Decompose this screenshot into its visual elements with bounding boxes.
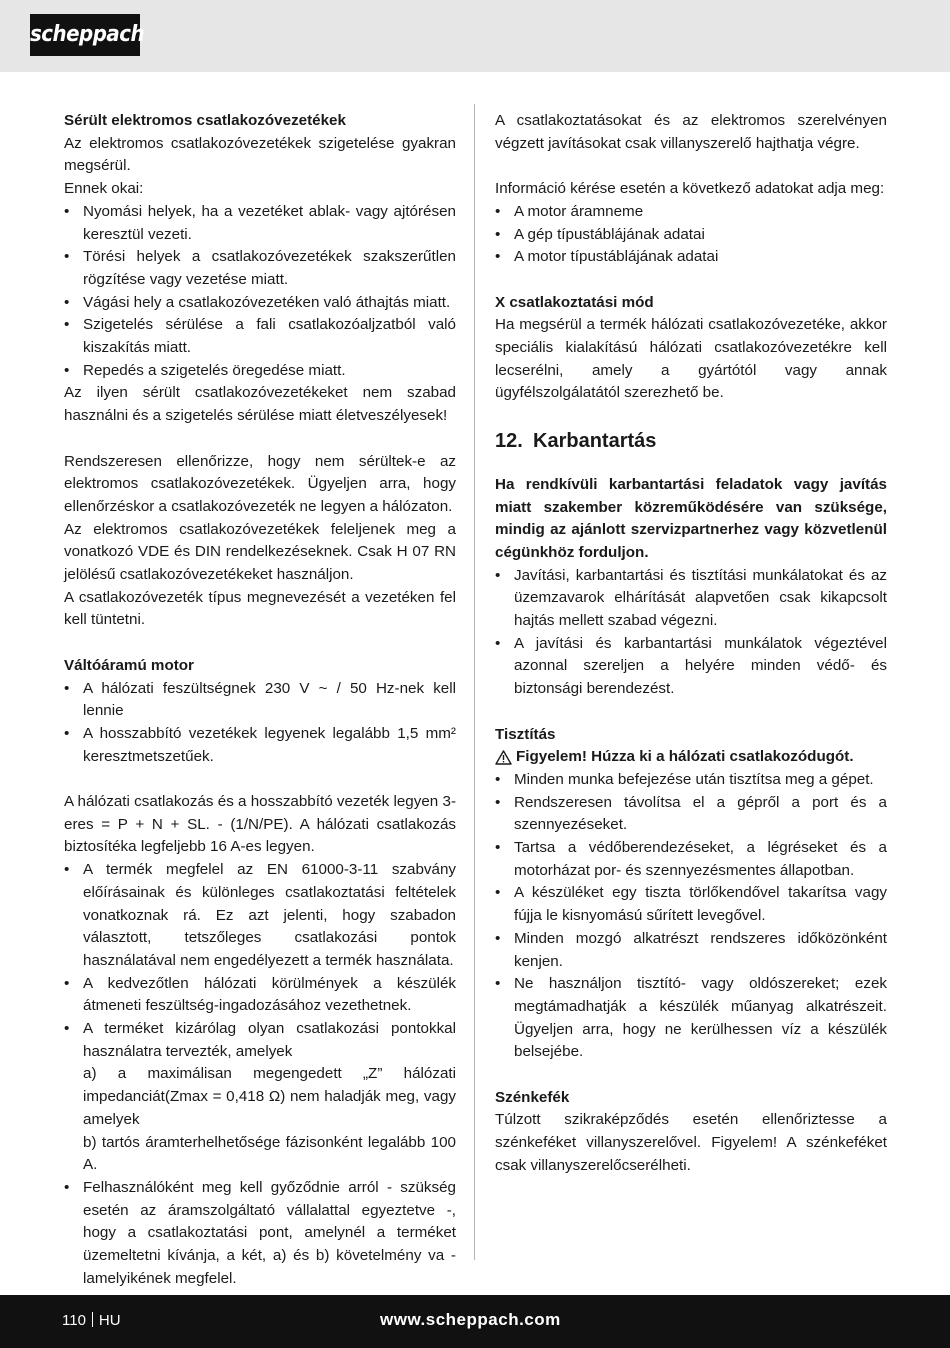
paragraph: Információ kérése esetén a következő adatokat adja meg: (495, 180, 885, 198)
list-item: • Repedés a szigetelés öregedése miatt. (64, 360, 456, 383)
bullet-icon: • (64, 316, 70, 334)
bullet-icon: • (64, 1020, 70, 1038)
bullet-icon: • (64, 361, 70, 379)
list-item: • Ne használjon tisztító- vagy oldószereket; ezek megtámadhatják a készülék műanyag alkatrészeit. Ügyeljen arra, hogy ne kerülhessen víz a készülék belsejébe. (495, 975, 887, 1061)
page-footer (0, 1295, 950, 1348)
warning-text: Figyelem! Húzza ki a hálózati csatlakozódugót. (516, 748, 854, 766)
page-number: 110 HU (62, 1312, 121, 1329)
bullet-icon: • (495, 634, 501, 652)
list-item: • Nyomási helyek, ha a vezetéket ablak- vagy ajtórésen keresztül vezeti. (64, 202, 456, 243)
column-divider (474, 104, 475, 1260)
list-item: • A kedvezőtlen hálózati körülmények a készülék átmeneti feszültség-ingadozásához vezethetnek. (64, 974, 456, 1015)
bullet-icon: • (64, 1179, 70, 1196)
section-title-carbon-brushes: Szénkefék (495, 1088, 570, 1106)
bullet-icon: • (64, 679, 70, 697)
paragraph: A csatlakozóvezeték típus megnevezését a vezetéken fel kell tüntetni. (64, 588, 456, 629)
list-item: • Tartsa a védőberendezéseket, a légréseket és a motorházat por- és szennyezésmentes állapotban. (495, 839, 887, 879)
bullet-icon: • (64, 248, 70, 266)
bullet-list-info (495, 201, 887, 269)
bullet-icon: • (495, 566, 501, 584)
bullet-list-ac-motor (64, 678, 456, 769)
list-item: • Minden munka befejezése után tisztítsa meg a gépet. (495, 769, 887, 792)
bullet-list-connection (64, 859, 456, 1290)
bullet-list-maintenance (495, 565, 887, 701)
bullet-icon: • (495, 248, 501, 266)
bullet-icon: • (495, 225, 501, 243)
bullet-list-causes (64, 201, 456, 383)
list-item: • A motor típustáblájának adatai (495, 246, 887, 269)
language-code: HU (98, 1312, 121, 1329)
bullet-icon: • (495, 884, 501, 902)
paragraph: Túlzott szikraképződés esetén ellenőriztesse a szénkeféket villanyszerelővel. Figyelem! A szénkeféket csak villanyszerelőcserélheti. (495, 1111, 887, 1174)
scheppach-logo: scheppach (30, 14, 140, 56)
left-column (64, 110, 456, 1291)
section-title-ac-motor: Váltóáramú motor (64, 656, 194, 674)
list-item: • A terméket kizárólag olyan csatlakozási pontokkal használatra tervezték, amelyek a) a maximálisan megengedett „Z” hálózati impedanciát(Zmax = 0,418 Ω) nem haladják meg, vagy amelyek b) tartós áramterhelhetősége fázisonként legalább 100 A. (64, 1018, 456, 1177)
paragraph: Az elektromos csatlakozóvezetékek szigetelése gyakran megsérül. (64, 134, 456, 175)
list-item: • A készüléket egy tiszta törlőkendővel takarítsa vagy fújja le kisnyomású sűrített levegővel. (495, 884, 887, 925)
section-title-damaged-cables: Sérült elektromos csatlakozóvezetékek (64, 112, 346, 129)
chapter-number: 12. (495, 429, 523, 452)
list-item: • Vágási hely a csatlakozóvezetéken való áthajtás miatt. (64, 292, 456, 315)
paragraph: Ha megsérül a termék hálózati csatlakozóvezetéke, akkor speciális kialakítású hálózati csatlakozóvezetékre kell lecserélni, amely a gyártótól vagy annak ügyfélszolgálatától szerezhető be. (495, 316, 887, 402)
right-column (495, 110, 887, 1178)
paragraph: A csatlakoztatásokat és az elektromos szerelvényen végzett javításokat csak villanyszerelő hajthatja végre. (495, 112, 887, 152)
bullet-icon: • (495, 202, 501, 220)
paragraph: Rendszeresen ellenőrizze, hogy nem sérültek-e az elektromos csatlakozóvezetékek. Ügyeljen arra, hogy ellenőrzéskor a csatlakozóvezeték ne legyen a hálózaton. (64, 452, 456, 515)
list-item: • A termék megfelel az EN 61000-3-11 szabvány előírásainak és különleges csatlakoztatási feltételek vonatkoznak rá. Ez azt jelenti, hogy szabadon választott, tetszőleges csatlakozási pontok használatával nem engedélyezett a termék használata. (64, 861, 456, 969)
bullet-icon: • (495, 929, 501, 947)
paragraph: Ennek okai: (64, 180, 144, 198)
list-item: • Szigetelés sérülése a fali csatlakozóaljzatból való kiszakítás miatt. (64, 316, 456, 357)
page-header (0, 0, 950, 72)
bullet-icon: • (64, 202, 70, 220)
bullet-icon: • (495, 770, 501, 788)
warning-triangle-icon (495, 750, 512, 765)
list-item: • A gép típustáblájának adatai (495, 224, 887, 247)
section-title-cleaning: Tisztítás (495, 725, 556, 743)
list-item: • Törési helyek a csatlakozóvezetékek szakszerűtlen rögzítése vagy vezetése miatt. (64, 248, 456, 288)
list-item: • Felhasználóként meg kell győződnie arról - szükség esetén az áramszolgáltató vállalattal egyeztetve -, hogy a csatlakoztatási pont, amelynél a terméket üzemeltetni kívánja, a két, a) és b) követelmény va - lamelyikének megfelel. (64, 1179, 456, 1287)
bullet-icon: • (64, 974, 70, 992)
warning-line (495, 746, 887, 769)
chapter-heading (495, 428, 887, 454)
chapter-title: Karbantartás (533, 429, 657, 452)
paragraph: A hálózati csatlakozás és a hosszabbító vezeték legyen 3-eres = P + N + SL. - (1/N/PE). A hálózati csatlakozás biztosítéka legfeljebb 16 A-es legyen. (64, 793, 456, 856)
bullet-icon: • (64, 724, 70, 742)
bullet-icon: • (495, 793, 501, 811)
sub-item-b: b) tartós áramterhelhetősége fázisonként legalább 100 A. (83, 1133, 456, 1174)
maintenance-intro: Ha rendkívüli karbantartási feladatok vagy javítás miatt szakember közreműködésére van szüksége, mindig az ajánlott szervizpartnerhez vagy közvetlenül cégünkhöz forduljon. (495, 475, 887, 561)
paragraph: Az elektromos csatlakozóvezetékek feleljenek meg a vonatkozó VDE és DIN rendelkezéseknek. Csak H 07 RN jelölésű csatlakozóvezetékeket használjon. (64, 520, 456, 584)
paragraph: Az ilyen sérült csatlakozóvezetékeket nem szabad használni és a szigetelés sérülése miatt életveszélyesek! (64, 384, 456, 425)
bullet-list-cleaning (495, 769, 887, 1064)
bullet-icon: • (495, 975, 501, 993)
section-title-x-connection: X csatlakoztatási mód (495, 293, 654, 311)
website-link[interactable]: www.scheppach.com (380, 1310, 561, 1329)
list-item: • Rendszeresen távolítsa el a gépről a port és a szennyezéseket. (495, 793, 887, 834)
bullet-icon: • (64, 861, 70, 879)
list-item: • A hosszabbító vezetékek legyenek legalább 1,5 mm² keresztmetszetűek. (64, 724, 456, 765)
list-item: • A javítási és karbantartási munkálatok végeztével azonnal szereljen a helyére minden védő- és biztonsági berendezést. (495, 634, 887, 698)
list-item: • Minden mozgó alkatrészt rendszeres időközönként kenjen. (495, 929, 887, 970)
bullet-icon: • (495, 839, 501, 857)
bullet-icon: • (64, 293, 70, 311)
list-item: • A motor áramneme (495, 201, 887, 224)
list-item: • A hálózati feszültségnek 230 V ~ / 50 Hz-nek kell lennie (64, 679, 456, 720)
sub-item-a: a) a maximálisan megengedett „Z” hálózati impedanciát(Zmax = 0,418 Ω) nem haladják meg, vagy amelyek (83, 1065, 456, 1128)
list-item: • Javítási, karbantartási és tisztítási munkálatokat és az üzemzavarok elhárítását alapvetően csak kikapcsolt hajtás mellett szabad végezni. (495, 566, 887, 630)
